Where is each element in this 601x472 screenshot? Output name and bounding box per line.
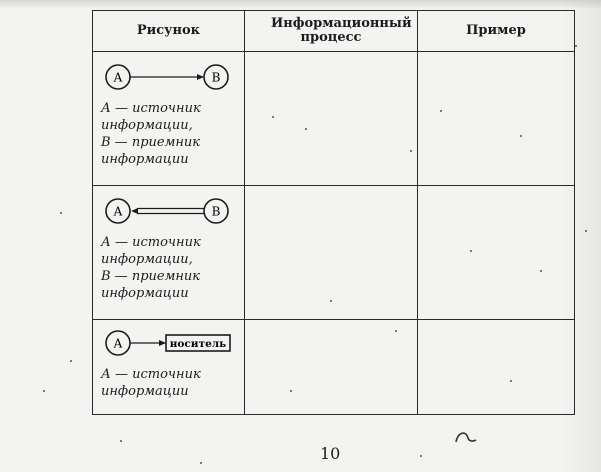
table-row [93, 52, 575, 186]
left-arrowhead-icon [131, 208, 138, 214]
example-answer-cell[interactable] [418, 52, 575, 186]
scan-speck [395, 330, 397, 332]
scan-speck [120, 440, 122, 442]
picture-caption [101, 100, 201, 168]
header-picture: Рисунок [93, 11, 245, 52]
scan-speck [290, 390, 292, 392]
caption-line: информации [101, 152, 189, 167]
scan-speck [575, 45, 577, 47]
arrowhead-icon [159, 340, 166, 346]
info-process-answer-cell[interactable] [244, 320, 417, 415]
pencil-mark [452, 428, 482, 450]
two-way-channel-diagram [101, 194, 233, 228]
scan-speck [410, 150, 412, 152]
scan-speck [510, 380, 512, 382]
one-way-transfer-diagram [101, 60, 233, 94]
table-row [93, 186, 575, 320]
picture-cell [93, 320, 245, 415]
scan-speck [330, 300, 332, 302]
scan-speck [440, 110, 442, 112]
example-answer-cell[interactable] [418, 320, 575, 415]
scan-speck [420, 455, 422, 457]
receiver-node-label: B [211, 204, 221, 219]
source-node-label: A [113, 336, 123, 351]
source-node-label: A [113, 204, 123, 219]
header-row [93, 11, 575, 52]
scan-speck [470, 250, 472, 252]
table-row [93, 320, 575, 415]
caption-line: А — источник [101, 367, 201, 382]
picture-cell [93, 186, 245, 320]
caption-line: информации, [101, 252, 193, 267]
page-number: 10 [320, 444, 341, 463]
source-node-label: A [113, 70, 123, 85]
caption-line: А — источник [101, 235, 201, 250]
header-example: Пример [418, 11, 575, 52]
info-process-answer-cell[interactable] [244, 52, 417, 186]
caption-line: информации [101, 384, 189, 399]
scan-speck [585, 230, 587, 232]
caption-line: В — приемник [101, 135, 201, 150]
caption-line: В — приемник [101, 269, 201, 284]
scan-speck [200, 462, 202, 464]
scan-speck [540, 270, 542, 272]
arrowhead-icon [197, 74, 204, 80]
scan-speck [272, 116, 274, 118]
scan-speck [43, 390, 45, 392]
storage-diagram [101, 326, 233, 360]
scan-speck [60, 212, 62, 214]
scan-speck [520, 135, 522, 137]
receiver-node-label: B [211, 70, 221, 85]
picture-cell [93, 52, 245, 186]
picture-caption [101, 366, 201, 400]
header-info-process: Информационный процесс [244, 11, 417, 52]
caption-line: А — источник [101, 101, 201, 116]
carrier-label: носитель [169, 338, 227, 350]
example-answer-cell[interactable] [418, 186, 575, 320]
scan-speck [70, 360, 72, 362]
scan-speck [305, 128, 307, 130]
picture-caption [101, 234, 201, 302]
caption-line: информации, [101, 118, 193, 133]
page-top-shadow [0, 0, 601, 8]
worksheet-table [92, 10, 575, 415]
caption-line: информации [101, 286, 189, 301]
